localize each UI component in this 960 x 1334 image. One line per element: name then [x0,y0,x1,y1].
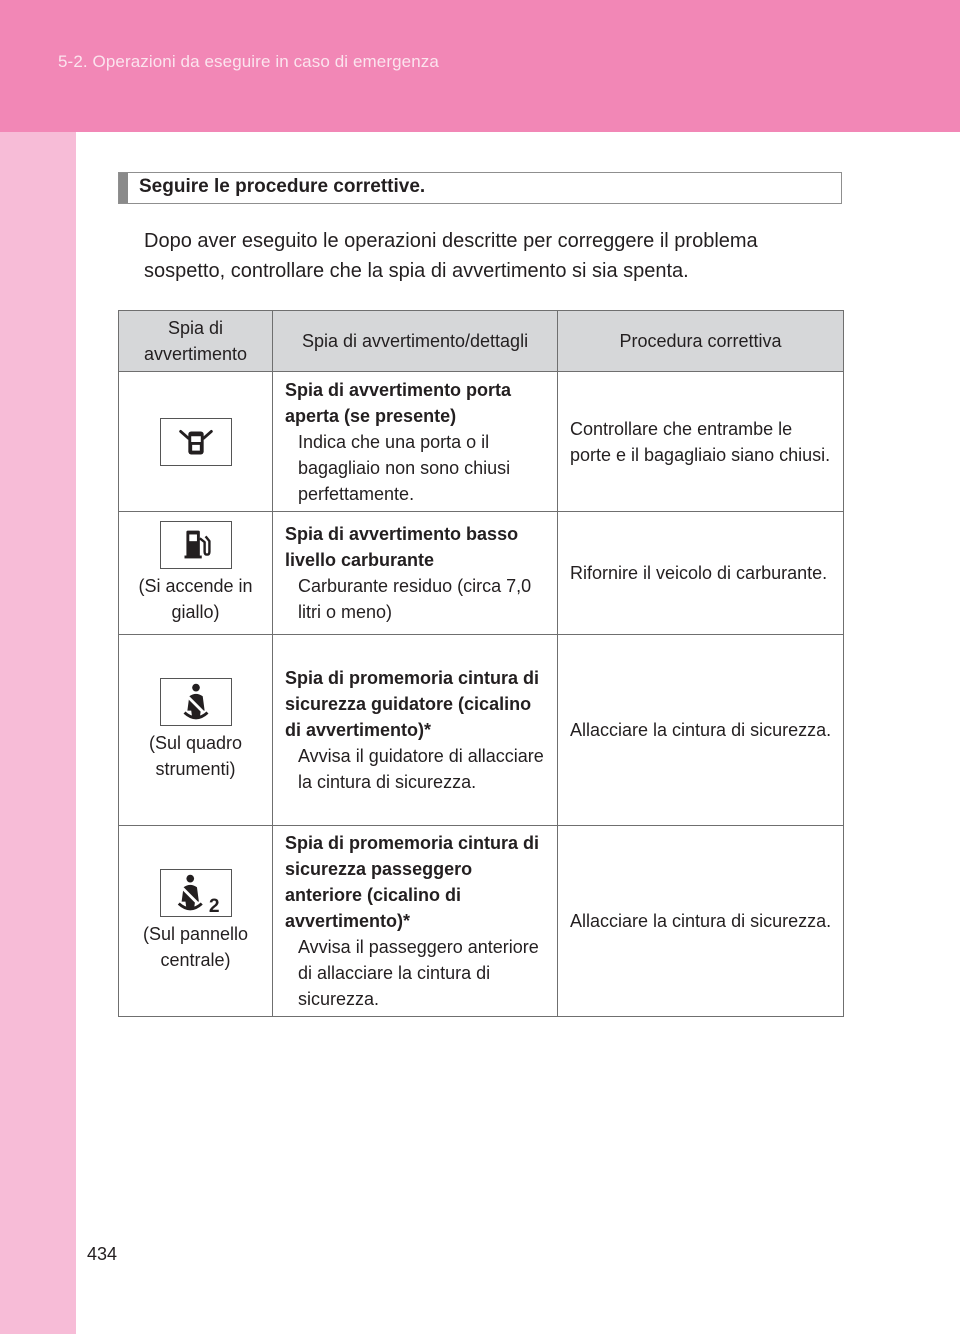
details-cell [273,826,558,1017]
details-cell [273,512,558,635]
icon-note: (Si accende in giallo) [138,576,253,622]
icon-cell [119,826,273,1017]
side-band [0,132,76,1334]
passenger-seat-number: 2 [208,896,220,916]
procedure-cell: Allacciare la cintura di sicurezza. [558,826,844,1017]
details-cell [273,372,558,512]
fuel-pump-icon [160,521,232,569]
section-heading [118,172,842,204]
warning-description: Carburante residuo (circa 7,0 litri o meno) [298,576,532,622]
icon-note: (Sul pannello centrale) [142,924,249,970]
procedure-cell: Allacciare la cintura di sicurezza. [558,635,844,826]
icon-cell [119,512,273,635]
seatbelt-driver-icon [160,678,232,726]
door-open-icon [160,418,232,466]
heading-bar [119,173,128,203]
table-row [119,635,844,826]
warning-title: Spia di avvertimento porta aperta (se presente) [285,379,512,426]
icon-cell [119,635,273,826]
warning-title: Spia di avvertimento basso livello carburante [285,524,519,570]
table-row [119,512,844,635]
table-row [119,372,844,512]
warning-title: Spia di promemoria cintura di sicurezza passeggero anteriore (cicalino di avvertimento)* [285,833,540,931]
warning-light-table [118,310,844,1017]
warning-description: Avvisa il passeggero anteriore di allacciare la cintura di sicurezza. [298,937,539,1009]
details-cell [273,635,558,826]
icon-note: (Sul quadro strumenti) [148,733,243,779]
seatbelt-passenger-icon [160,869,232,917]
procedure-cell: Controllare che entrambe le porte e il bagagliaio siano chiusi. [558,372,844,512]
section-title: 5-2. Operazioni da eseguire in caso di emergenza [58,52,439,71]
header-band [0,0,960,132]
warning-description: Indica che una porta o il bagagliaio non sono chiusi perfettamente. [298,431,511,504]
table-header-row [119,311,844,372]
column-header-procedure: Procedura correttiva [558,311,844,372]
page-number: 434 [87,1244,118,1264]
column-header-details: Spia di avvertimento/dettagli [273,311,558,372]
heading-text: Seguire le procedure correttive. [139,176,426,197]
intro-paragraph: Dopo aver eseguito le operazioni descritte per correggere il problema sospetto, controllare che la spia di avvertimento si sia spenta. [144,230,758,282]
warning-description: Avvisa il guidatore di allacciare la cintura di sicurezza. [298,746,544,792]
warning-title: Spia di promemoria cintura di sicurezza guidatore (cicalino di avvertimento)* [285,668,540,740]
procedure-cell: Rifornire il veicolo di carburante. [558,512,844,635]
icon-cell [119,372,273,512]
table-row [119,826,844,1017]
column-header-light: Spia di avvertimento [119,311,273,372]
